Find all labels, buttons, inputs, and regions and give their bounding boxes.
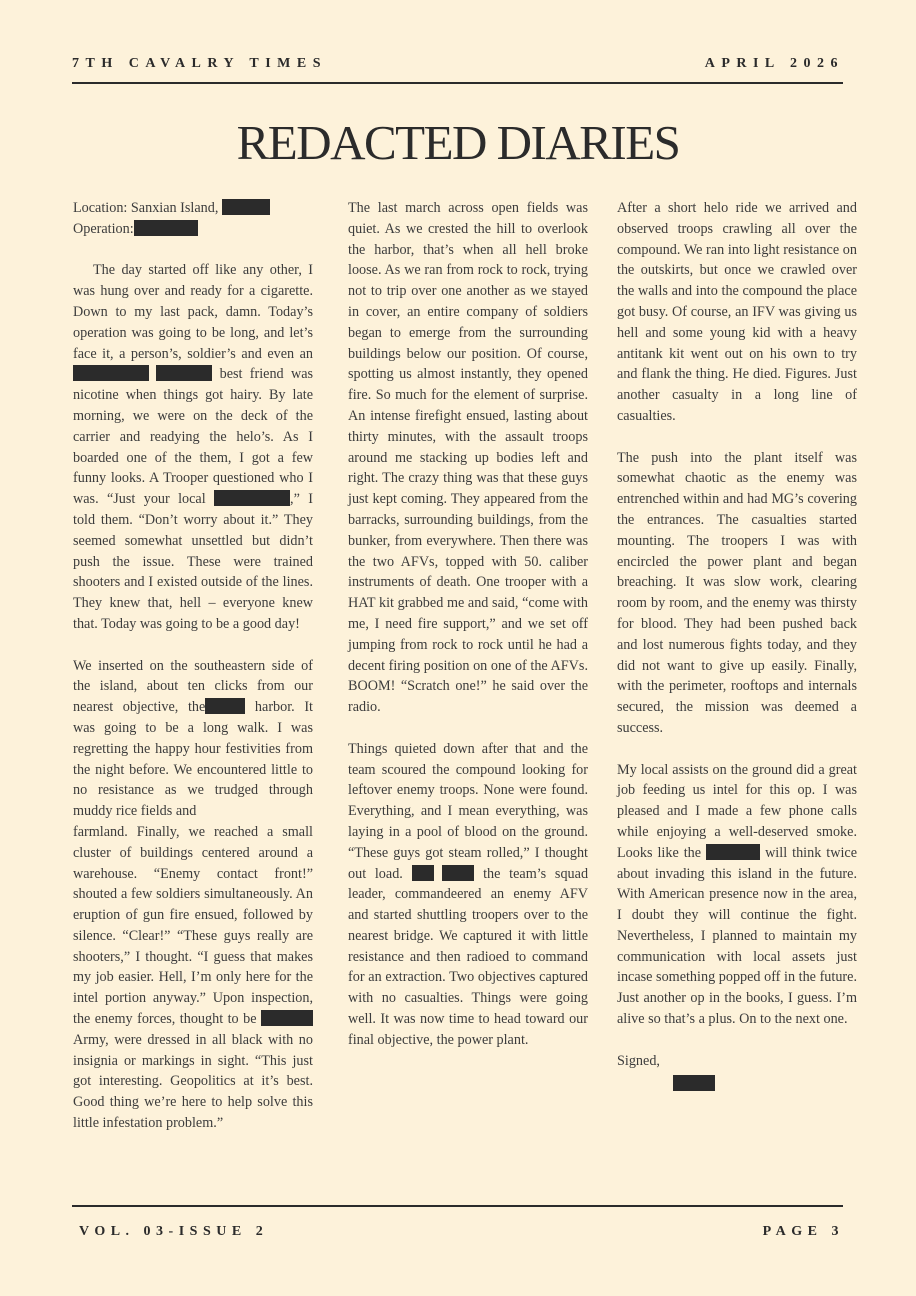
paragraph-text: will think twice about invading this island in the future. With American presence now in the area, I doubt they will continue the fight. Nevertheless, I planned to maintain my communication with local assets just incase something popped off in the future. Just another op in the books, I guess. I’m alive so that’s a plus. On to the next one.	[617, 844, 858, 1028]
paragraph-text: ,” I told them. “Don’t worry about it.” They seemed somewhat unsettled but didn’t push the issue. These were trained shooters and I existed outside of the lines. They knew that, hell – everyone knew that. Today was going to be a good day!	[73, 491, 313, 632]
masthead	[72, 56, 844, 72]
paragraph	[73, 260, 313, 634]
redaction-bar	[205, 698, 245, 714]
paragraph	[73, 656, 313, 1134]
redaction-bar	[442, 865, 474, 881]
paragraph-text: Army, were dressed in all black with no insignia or markings in sight. “This just got interesting. Geopolitics at it’s best. Good thing we’re here to help solve this little infestation problem.”	[73, 1031, 313, 1132]
paragraph	[617, 760, 857, 1030]
column-2	[348, 198, 588, 1071]
article-title: REDACTED DIARIES	[236, 115, 680, 170]
redaction-bar	[73, 365, 149, 381]
redaction-bar	[134, 220, 198, 236]
redaction-bar	[261, 1010, 313, 1026]
operation-label: Operation:	[73, 220, 134, 237]
redaction-bar	[412, 865, 434, 881]
column-1	[73, 198, 313, 1155]
page-number: PAGE 3	[762, 1224, 844, 1239]
bottom-rule	[72, 1205, 843, 1207]
paragraph: After a short helo ride we arrived and observed troops crawling all over the compound. We ran into light resistance on the outskirts, but once we crawled over the walls and into the compound the place got busy. Of course, an IFV was giving us hell and some young kid with a heavy antitank kit went out on his own to try and flank the thing. He died. Figures. Just another casualty in a long line of casualties.	[617, 200, 857, 424]
paragraph: The last march across open fields was quiet. As we crested the hill to overlook the harbor, that’s when all hell broke loose. As we ran from rock to rock, trying not to trip over one another as we stayed in cover, an entire company of soldiers began to emerge from the surrounding buildings below our position. Of course, spotting us almost instantly, they opened fire. So much for the element of surprise. An intense firefight ensued, lasting about thirty minutes, with the assault troops around me stacking up bodies left and right. The crazy thing was that these guys just kept coming. They appeared from the barracks, surrounding buildings, from the bunker, from everywhere. Then there was the two AFVs, topped with 50. caliber instruments of death. One trooper with a HAT kit grabbed me and said, “come with me, I need fire support,” and we set off jumping from rock to rock until he had a decent firing position on one of the AFVs. BOOM! “Scratch one!” he said over the radio.	[348, 200, 588, 716]
paragraph-text: We inserted on the southeastern side of the island, about ten clicks from our nearest objective, the	[73, 657, 313, 716]
paragraph-text: harbor. It was going to be a long walk. I was regretting the happy hour festivities from the night before. We encountered little to no resistance as we trudged through muddy rice fields and	[73, 699, 313, 820]
paragraph-text: the team’s squad leader, commandeered an enemy AFV and started shuttling troopers over to the nearest bridge. We captured it with little resistance and then radioed to command for an extraction. Two objectives captured with no casualties. Things were going well. It was now time to head toward our final objective, the power plant.	[348, 865, 589, 1048]
paragraph-text: My local assists on the ground did a great job feeding us intel for this op. I was pleased and I made a few phone calls while enjoying a well-deserved smoke. Looks like the	[617, 761, 857, 861]
volume-issue: VOL. 03-ISSUE 2	[79, 1224, 269, 1239]
issue-date: APRIL 2026	[704, 56, 844, 71]
paragraph-text: best friend was nicotine when things got hairy. By late morning, we were on the deck of the carrier and readying the helo’s. As I boarded one of the them, I got a few funny looks. A Trooper questioned who I was. “Just your local	[73, 366, 314, 508]
paragraph-text: The day started off like any other, I was hung over and ready for a cigarette. Down to my last pack, damn. Today’s operation was going to be long, and let’s face it, a person’s, soldier’s and even an	[73, 262, 313, 362]
paragraph: The push into the plant itself was somewhat chaotic as the enemy was entrenched within and had MG’s covering the entrances. The casualties started mounting. The troopers I was with encircled the power plant and began breaching. It was slow work, clearing room by room, and the enemy was thirsty for blood. They had been pushed back and lost numerous fights today, and they did not want to give up easily. Finally, with the perimeter, rooftops and internals secured, the mission was deemed a success.	[617, 449, 857, 736]
signature-redaction	[673, 1075, 715, 1091]
redaction-bar	[706, 844, 760, 860]
signature-line	[617, 1051, 857, 1096]
column-3	[617, 198, 857, 1095]
operation-line	[73, 219, 313, 240]
paragraph	[348, 739, 588, 1051]
location-label: Location: Sanxian Island,	[73, 200, 219, 216]
redaction-bar	[156, 365, 212, 381]
top-rule	[72, 82, 843, 84]
location-line	[73, 198, 313, 219]
paragraph-text: farmland. Finally, we reached a small cluster of buildings centered around a warehouse. “Enemy contact front!” shouted a few soldiers simultaneously. An eruption of gun fire ensued, followed by silence. “Clear!” “These guys really are shooters,” I thought. “I guess that makes my job easier. Hell, I’m only here for the intel portion anyway.” Upon inspection, the enemy forces, thought to be	[73, 823, 313, 1028]
footer	[79, 1224, 844, 1240]
publication-name: 7TH CAVALRY TIMES	[72, 56, 327, 71]
redaction-bar	[214, 490, 290, 506]
signed-label: Signed,	[617, 1052, 660, 1069]
redaction-bar	[222, 199, 270, 215]
paragraph-text: Things quieted down after that and the team scoured the compound looking for leftover enemy troops. None were found. Everything, and I mean everything, was laying in a pool of blood on the ground. “These guys got steam rolled,” I thought out load.	[348, 740, 588, 882]
